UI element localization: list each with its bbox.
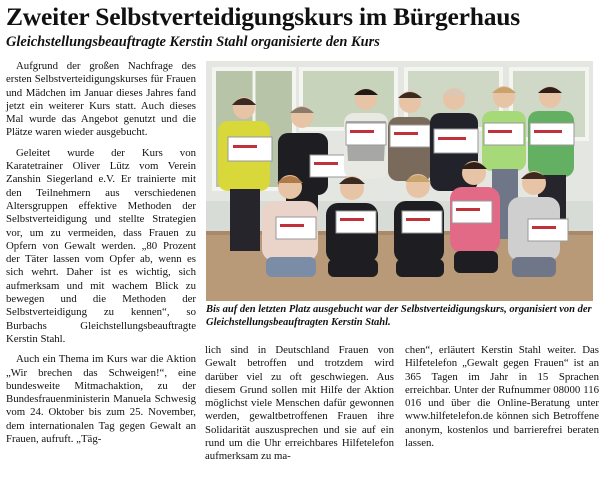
headline: Zweiter Selbstverteidigungskurs im Bürgerhaus: [6, 2, 520, 31]
column-3: [405, 344, 599, 457]
paragraph-1: Aufgrund der großen Nachfrage des ersten Selbstverteidigungskurses für Frauen und Mädchen im Januar dieses Jahres fand jetzt ein weiterer Kurs statt. Auch dieses Mal wurde das Angebot genutzt und die Plätze waren wieder ausgebucht.: [6, 60, 196, 139]
paragraph-2: Geleitet wurde der Kurs von Karatetrainer Oliver Lütz vom Verein Zanshin Siegerland e.V. Er trainierte mit den Teilnehmern aus verschiedenen Altersgruppen effektive Methoden der Selbstverteidigung und stellte Strategien vor, um zu vermeiden, dass Frauen zu Opfern von Gewalt werden. „80 Prozent der Täter lassen vom Opfer ab, wenn es sich wehrt. Daher ist es wichtig, sich aufmerksam und mit wachem Blick zu bewegen und die Methoden der Selbstverteidigung zu kennen“, so Burbachs Gleichstellungsbeauftragte Kerstin Stahl.: [6, 146, 196, 345]
column-1: [6, 60, 196, 453]
column-2: [205, 344, 394, 471]
photo-caption: Bis auf den letzten Platz ausgebucht war der Selbstverteidigungskurs, organisiert von der Gleichstellungsbeauftragten Kerstin Stahl.: [206, 304, 592, 329]
paragraph-3: Auch ein Thema im Kurs war die Aktion „Wir brechen das Schweigen!“, eine bundesweite Mitmachaktion, zu der Bundesfrauenministerin Manuela Schwesig vom 24. Oktober bis zum 25. November, dem internationalen Tag gegen Gewalt an Frauen, aufruft. „Täg-: [6, 353, 196, 446]
group-photo: [206, 61, 593, 301]
group-photo-illustration: [206, 61, 593, 301]
subheadline: Gleichstellungsbeauftragte Kerstin Stahl organisierte den Kurs: [6, 34, 380, 50]
paragraph-4: lich sind in Deutschland Frauen von Gewalt betroffen und trotzdem wird darüber viel zu oft geschwiegen. Aus diesem Grund sollen mit Hilfe der Aktion möglichst viele Menschen dafür gewonnen werden, gewaltbetroffenen Frauen ihre Solidarität auszusprechen und sie auf ein rund um die Uhr erreichbares Hilfetelefon aufmerksam zu ma-: [205, 344, 394, 463]
paragraph-5: chen“, erläutert Kerstin Stahl weiter. Das Hilfetelefon „Gewalt gegen Frauen“ ist an 365 Tagen im Jahr in 15 Sprachen erreichbar. Unter der Rufnummer 08000 116 016 und über die Online-Beratung unter www.hilfetelefon.de können sich Betroffene anonym, kostenlos und barrierefrei beraten lassen.: [405, 344, 599, 450]
